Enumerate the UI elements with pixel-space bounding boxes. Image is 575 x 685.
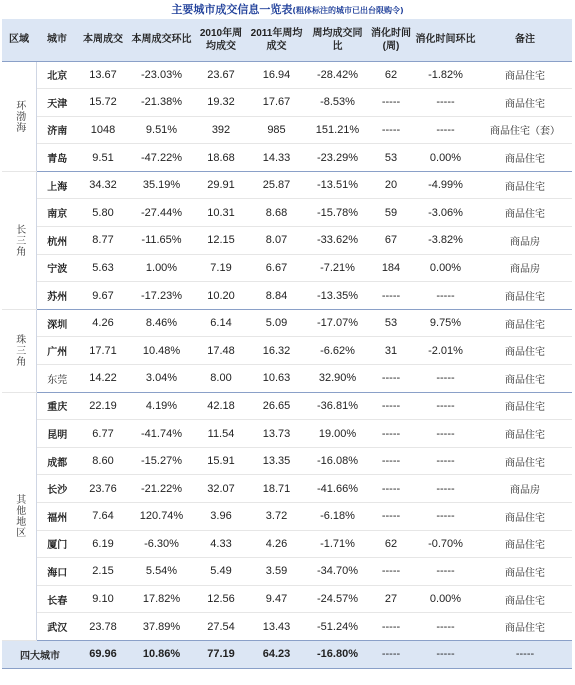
- avg2010-cell: 15.91: [195, 447, 247, 475]
- digest-change-cell: -----: [413, 365, 478, 393]
- city-cell: 北京: [36, 61, 78, 89]
- avg2010-cell: 10.20: [195, 282, 247, 310]
- avg2011-cell: 16.32: [247, 337, 306, 365]
- city-cell: 深圳: [36, 309, 78, 337]
- yoy-cell: -6.18%: [306, 503, 369, 531]
- table-row: [2, 585, 572, 613]
- region-cell: 其他地区: [2, 392, 36, 640]
- remark-cell: 商品住宅: [478, 503, 572, 531]
- avg2011-cell: 9.47: [247, 585, 306, 613]
- digest-change-cell: -----: [413, 613, 478, 641]
- city-cell: 福州: [36, 503, 78, 531]
- yoy-cell: -23.29%: [306, 144, 369, 172]
- column-header: 城市: [36, 19, 78, 61]
- city-cell: 青岛: [36, 144, 78, 172]
- yoy-cell: -24.57%: [306, 585, 369, 613]
- yoy-cell: -15.78%: [306, 199, 369, 227]
- avg2011-cell: 13.43: [247, 613, 306, 641]
- city-cell: 长春: [36, 585, 78, 613]
- week-cell: 22.19: [78, 392, 128, 420]
- week-cell: 6.77: [78, 420, 128, 448]
- digest-cell: -----: [369, 558, 413, 586]
- wow-cell: -17.23%: [128, 282, 195, 310]
- yoy-cell: 32.90%: [306, 365, 369, 393]
- table-row: [2, 475, 572, 503]
- wow-cell: 120.74%: [128, 503, 195, 531]
- yoy-cell: -13.51%: [306, 171, 369, 199]
- remark-cell: 商品住宅: [478, 585, 572, 613]
- digest-cell: -----: [369, 392, 413, 420]
- avg2011-cell: 16.94: [247, 61, 306, 89]
- table-title-note: (粗体标注的城市已出台限购令): [292, 6, 404, 15]
- digest-cell: -----: [369, 503, 413, 531]
- avg2010-cell: 23.67: [195, 61, 247, 89]
- column-header: 本周成交: [78, 19, 128, 61]
- avg2011-cell: 13.35: [247, 447, 306, 475]
- week-cell: 23.78: [78, 613, 128, 641]
- avg2011-cell: 3.59: [247, 558, 306, 586]
- yoy-cell: -6.62%: [306, 337, 369, 365]
- digest-cell: -----: [369, 365, 413, 393]
- table-row: [2, 116, 572, 144]
- avg2010-cell: 7.19: [195, 254, 247, 282]
- yoy-cell: 19.00%: [306, 420, 369, 448]
- week-cell: 15.72: [78, 89, 128, 117]
- yoy-cell: -16.08%: [306, 447, 369, 475]
- table-row: [2, 227, 572, 255]
- city-cell: 上海: [36, 171, 78, 199]
- wow-cell: 1.00%: [128, 254, 195, 282]
- remark-cell: 商品住宅: [478, 199, 572, 227]
- digest-cell: -----: [369, 116, 413, 144]
- yoy-cell: -28.42%: [306, 61, 369, 89]
- total-avg2010: 77.19: [195, 640, 247, 668]
- week-cell: 14.22: [78, 365, 128, 393]
- yoy-cell: -17.07%: [306, 309, 369, 337]
- region-cell: 长三角: [2, 171, 36, 309]
- yoy-cell: -34.70%: [306, 558, 369, 586]
- city-cell: 南京: [36, 199, 78, 227]
- avg2010-cell: 17.48: [195, 337, 247, 365]
- avg2011-cell: 13.73: [247, 420, 306, 448]
- avg2010-cell: 11.54: [195, 420, 247, 448]
- week-cell: 34.32: [78, 171, 128, 199]
- avg2010-cell: 12.56: [195, 585, 247, 613]
- city-cell: 成都: [36, 447, 78, 475]
- week-cell: 23.76: [78, 475, 128, 503]
- yoy-cell: -1.71%: [306, 530, 369, 558]
- city-cell: 武汉: [36, 613, 78, 641]
- avg2010-cell: 19.32: [195, 89, 247, 117]
- remark-cell: 商品房: [478, 227, 572, 255]
- week-cell: 8.60: [78, 447, 128, 475]
- yoy-cell: -8.53%: [306, 89, 369, 117]
- avg2010-cell: 29.91: [195, 171, 247, 199]
- total-week: 69.96: [78, 640, 128, 668]
- city-cell: 东莞: [36, 365, 78, 393]
- table-row: [2, 530, 572, 558]
- avg2011-cell: 26.65: [247, 392, 306, 420]
- remark-cell: 商品房: [478, 475, 572, 503]
- table-row: [2, 89, 572, 117]
- avg2011-cell: 8.84: [247, 282, 306, 310]
- wow-cell: -41.74%: [128, 420, 195, 448]
- digest-cell: -----: [369, 613, 413, 641]
- column-header: 备注: [478, 19, 572, 61]
- yoy-cell: 151.21%: [306, 116, 369, 144]
- digest-change-cell: 9.75%: [413, 309, 478, 337]
- avg2011-cell: 8.68: [247, 199, 306, 227]
- week-cell: 1048: [78, 116, 128, 144]
- remark-cell: 商品住宅: [478, 530, 572, 558]
- yoy-cell: -36.81%: [306, 392, 369, 420]
- digest-change-cell: 0.00%: [413, 254, 478, 282]
- avg2010-cell: 4.33: [195, 530, 247, 558]
- avg2011-cell: 6.67: [247, 254, 306, 282]
- remark-cell: 商品住宅: [478, 282, 572, 310]
- table-row: [2, 392, 572, 420]
- digest-cell: 20: [369, 171, 413, 199]
- wow-cell: -11.65%: [128, 227, 195, 255]
- remark-cell: 商品住宅: [478, 144, 572, 172]
- digest-change-cell: -----: [413, 558, 478, 586]
- city-cell: 苏州: [36, 282, 78, 310]
- column-header: 区域: [2, 19, 36, 61]
- digest-change-cell: -----: [413, 89, 478, 117]
- table-row: [2, 447, 572, 475]
- digest-cell: -----: [369, 89, 413, 117]
- wow-cell: 10.48%: [128, 337, 195, 365]
- city-cell: 天津: [36, 89, 78, 117]
- wow-cell: 8.46%: [128, 309, 195, 337]
- city-cell: 海口: [36, 558, 78, 586]
- week-cell: 9.67: [78, 282, 128, 310]
- avg2011-cell: 25.87: [247, 171, 306, 199]
- week-cell: 4.26: [78, 309, 128, 337]
- table-row: [2, 613, 572, 641]
- table-row: [2, 558, 572, 586]
- wow-cell: -6.30%: [128, 530, 195, 558]
- table-row: [2, 503, 572, 531]
- yoy-cell: -41.66%: [306, 475, 369, 503]
- digest-change-cell: -----: [413, 116, 478, 144]
- digest-cell: 67: [369, 227, 413, 255]
- city-cell: 宁波: [36, 254, 78, 282]
- week-cell: 6.19: [78, 530, 128, 558]
- digest-change-cell: 0.00%: [413, 585, 478, 613]
- digest-cell: -----: [369, 447, 413, 475]
- avg2011-cell: 3.72: [247, 503, 306, 531]
- remark-cell: 商品住宅: [478, 447, 572, 475]
- column-header: 本周成交环比: [128, 19, 195, 61]
- week-cell: 2.15: [78, 558, 128, 586]
- week-cell: 5.63: [78, 254, 128, 282]
- digest-change-cell: -2.01%: [413, 337, 478, 365]
- digest-cell: 27: [369, 585, 413, 613]
- wow-cell: 9.51%: [128, 116, 195, 144]
- wow-cell: 17.82%: [128, 585, 195, 613]
- table-header-row: [2, 19, 572, 61]
- remark-cell: 商品住宅: [478, 365, 572, 393]
- avg2010-cell: 6.14: [195, 309, 247, 337]
- city-cell: 重庆: [36, 392, 78, 420]
- avg2011-cell: 985: [247, 116, 306, 144]
- city-cell: 长沙: [36, 475, 78, 503]
- total-row: [2, 640, 572, 668]
- total-label: 四大城市: [2, 640, 78, 668]
- region-cell: 珠三角: [2, 309, 36, 392]
- yoy-cell: -7.21%: [306, 254, 369, 282]
- city-transaction-table: [2, 19, 572, 669]
- avg2011-cell: 14.33: [247, 144, 306, 172]
- week-cell: 7.64: [78, 503, 128, 531]
- wow-cell: -21.22%: [128, 475, 195, 503]
- city-cell: 昆明: [36, 420, 78, 448]
- table-row: [2, 309, 572, 337]
- digest-change-cell: -4.99%: [413, 171, 478, 199]
- week-cell: 5.80: [78, 199, 128, 227]
- avg2010-cell: 5.49: [195, 558, 247, 586]
- avg2010-cell: 3.96: [195, 503, 247, 531]
- avg2010-cell: 27.54: [195, 613, 247, 641]
- digest-change-cell: -----: [413, 392, 478, 420]
- table-title: 主要城市成交信息一览表: [171, 3, 293, 16]
- wow-cell: 3.04%: [128, 365, 195, 393]
- digest-change-cell: -3.06%: [413, 199, 478, 227]
- week-cell: 9.10: [78, 585, 128, 613]
- remark-cell: 商品住宅: [478, 558, 572, 586]
- wow-cell: -27.44%: [128, 199, 195, 227]
- avg2010-cell: 32.07: [195, 475, 247, 503]
- table-title-row: [0, 0, 575, 19]
- column-header: 2011年周均成交: [247, 19, 306, 61]
- avg2010-cell: 8.00: [195, 365, 247, 393]
- digest-change-cell: 0.00%: [413, 144, 478, 172]
- avg2011-cell: 5.09: [247, 309, 306, 337]
- remark-cell: 商品房: [478, 254, 572, 282]
- remark-cell: 商品住宅: [478, 420, 572, 448]
- remark-cell: 商品住宅: [478, 613, 572, 641]
- total-avg2011: 64.23: [247, 640, 306, 668]
- digest-cell: 53: [369, 309, 413, 337]
- wow-cell: -47.22%: [128, 144, 195, 172]
- week-cell: 17.71: [78, 337, 128, 365]
- digest-change-cell: -----: [413, 475, 478, 503]
- week-cell: 9.51: [78, 144, 128, 172]
- table-row: [2, 171, 572, 199]
- digest-cell: 184: [369, 254, 413, 282]
- column-header: 2010年周均成交: [195, 19, 247, 61]
- digest-cell: -----: [369, 475, 413, 503]
- table-row: [2, 199, 572, 227]
- wow-cell: 35.19%: [128, 171, 195, 199]
- avg2010-cell: 42.18: [195, 392, 247, 420]
- digest-change-cell: -----: [413, 420, 478, 448]
- avg2010-cell: 392: [195, 116, 247, 144]
- digest-change-cell: -----: [413, 447, 478, 475]
- digest-cell: -----: [369, 282, 413, 310]
- digest-cell: 62: [369, 61, 413, 89]
- table-row: [2, 254, 572, 282]
- avg2011-cell: 8.07: [247, 227, 306, 255]
- digest-change-cell: -1.82%: [413, 61, 478, 89]
- wow-cell: -21.38%: [128, 89, 195, 117]
- avg2010-cell: 18.68: [195, 144, 247, 172]
- city-cell: 杭州: [36, 227, 78, 255]
- avg2010-cell: 12.15: [195, 227, 247, 255]
- wow-cell: 5.54%: [128, 558, 195, 586]
- table-row: [2, 144, 572, 172]
- city-cell: 广州: [36, 337, 78, 365]
- region-cell: 环渤海: [2, 61, 36, 171]
- total-digest: -----: [369, 640, 413, 668]
- avg2011-cell: 10.63: [247, 365, 306, 393]
- wow-cell: 4.19%: [128, 392, 195, 420]
- table-row: [2, 337, 572, 365]
- week-cell: 13.67: [78, 61, 128, 89]
- digest-cell: 31: [369, 337, 413, 365]
- yoy-cell: -13.35%: [306, 282, 369, 310]
- remark-cell: 商品住宅: [478, 89, 572, 117]
- yoy-cell: -33.62%: [306, 227, 369, 255]
- total-yoy: -16.80%: [306, 640, 369, 668]
- wow-cell: -23.03%: [128, 61, 195, 89]
- column-header: 消化时间环比: [413, 19, 478, 61]
- remark-cell: 商品住宅: [478, 61, 572, 89]
- yoy-cell: -51.24%: [306, 613, 369, 641]
- avg2011-cell: 18.71: [247, 475, 306, 503]
- total-wow: 10.86%: [128, 640, 195, 668]
- wow-cell: 37.89%: [128, 613, 195, 641]
- digest-change-cell: -0.70%: [413, 530, 478, 558]
- avg2011-cell: 17.67: [247, 89, 306, 117]
- avg2010-cell: 10.31: [195, 199, 247, 227]
- remark-cell: 商品住宅: [478, 171, 572, 199]
- table-row: [2, 420, 572, 448]
- digest-change-cell: -----: [413, 282, 478, 310]
- digest-cell: 59: [369, 199, 413, 227]
- remark-cell: 商品住宅: [478, 337, 572, 365]
- remark-cell: 商品住宅: [478, 392, 572, 420]
- avg2011-cell: 4.26: [247, 530, 306, 558]
- total-digest-change: -----: [413, 640, 478, 668]
- digest-cell: -----: [369, 420, 413, 448]
- digest-change-cell: -3.82%: [413, 227, 478, 255]
- digest-cell: 53: [369, 144, 413, 172]
- digest-cell: 62: [369, 530, 413, 558]
- city-cell: 济南: [36, 116, 78, 144]
- remark-cell: 商品住宅（套）: [478, 116, 572, 144]
- table-row: [2, 282, 572, 310]
- remark-cell: 商品住宅: [478, 309, 572, 337]
- week-cell: 8.77: [78, 227, 128, 255]
- table-body: [2, 61, 572, 668]
- digest-change-cell: -----: [413, 503, 478, 531]
- city-cell: 厦门: [36, 530, 78, 558]
- table-row: [2, 365, 572, 393]
- wow-cell: -15.27%: [128, 447, 195, 475]
- column-header: 消化时间(周): [369, 19, 413, 61]
- column-header: 周均成交同比: [306, 19, 369, 61]
- total-remark: -----: [478, 640, 572, 668]
- table-row: [2, 61, 572, 89]
